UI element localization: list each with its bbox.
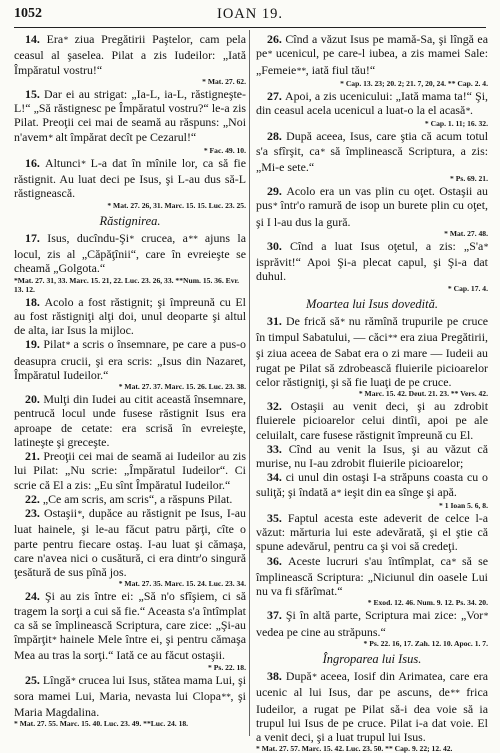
reference-marker: ** (296, 66, 306, 77)
right-column (256, 32, 489, 753)
verse-number: 20. (25, 392, 44, 406)
verse-number: 26. (267, 32, 286, 46)
cross-reference: * 1 Ioan 5. 6, 8. (439, 500, 488, 510)
cross-reference: * Ps. 69. 21. (450, 174, 488, 183)
verse: 28. După aceea, Isus, care ştia că acum totul s'a sfîrşit, ca* să împlinească Scriptura, a zis: „Mi-e sete.“ (256, 129, 489, 174)
reference-marker: * (451, 557, 456, 568)
verse: 35. Faptul acesta este adeverit de celce l-a văzut: mărturia lui este adevărată, şi el ştie că spune adevărul, pentru ca şi voi să credeţi. (256, 510, 488, 554)
verse: 21. Preoţii cei mai de seamă ai Iudeilor au zis lui Pilat: „Nu scrie: „Împăratul Iudeilor“. Ci scrie că El a zis: „Eu sînt Împăratul Iudeilor.“ (14, 449, 246, 492)
reference-marker: * (311, 673, 317, 683)
verse: 27. Apoi, a zis ucenicului: „Iată mama ta!“ Şi, din ceasul acela ucenicul a luat-o la el acasă*. (256, 88, 488, 117)
page-number: 1052 (14, 6, 42, 21)
verse: 18. Acolo a fost răstignit; şi împreună cu El au fost răstigniţi alţi doi, unul deoparte şi altul de alta, iar Isus la mijloc. (14, 294, 246, 337)
cross-reference: * Mat. 27. 35. Marc. 15. 24. Luc. 23. 34. (118, 579, 246, 589)
verse-number: 36. (267, 553, 289, 568)
reference-marker: * (80, 159, 86, 170)
reference-marker: * (272, 202, 278, 213)
verse-number: 17. (25, 230, 48, 245)
cross-reference: * Exod. 12. 46. Num. 9. 12. Ps. 34. 20. (367, 598, 488, 608)
reference-marker: * (47, 133, 53, 144)
reference-marker: * (77, 510, 82, 520)
verse-number: 29. (267, 184, 287, 198)
header-rule (14, 27, 486, 28)
verse: 34. ci unul din ostaşi I-a străpuns coasta cu o suliţă; şi îndată a* ieşit din ea sînge şi apă. (256, 470, 488, 499)
reference-marker: * (267, 50, 272, 61)
cross-reference: * Cap. 13. 23; 20. 2; 21. 7, 20, 24. ** Cap. 2. 4. (340, 78, 488, 88)
reference-marker: ** (221, 692, 231, 703)
cross-reference: * Marc. 15. 42. Deut. 21. 23. ** Vers. 42. (358, 389, 488, 398)
verse: 30. Cînd a luat Isus oţetul, a zis: „S'a* isprăvit!“ Apoi Şi-a plecat capul, şi Şi-a dat duhul. (256, 238, 488, 284)
verse: 24. Şi au zis între ei: „Să n'o sfîşiem, ci să tragem la sorţi a cui să fie.“ Aceasta s'a întîmplat ca să se împlinească Scriptura, care zice: „Şi-au împărţit* hainele Mele între ei, şi pentru cămaşa Mea au tras la sorţi.“ Iată ce au făcut ostaşii. (14, 589, 246, 663)
verse-number: 27. (267, 88, 286, 103)
verse-number: 28. (267, 129, 287, 144)
verse-number: 18. (25, 294, 45, 309)
verse: 25. Lîngă* crucea lui Isus, stătea mama Lui, şi sora mamei Lui, Maria, nevasta lui Clopa**, şi Maria Magdalina. (14, 672, 247, 719)
reference-marker: * (65, 341, 70, 352)
reference-marker: * (465, 107, 471, 117)
verse: 31. De frică să* nu rămînă trupurile pe cruce în timpul Sabatului, — căci** era ziua Pregătirii, şi ziua aceea de Sabat era o zi mare — Iudeii au rugat pe Pilat să zdrobească fluierile picioarelor celor răstigniţi, şi să fie luaţi de pe cruce. (256, 313, 489, 389)
reference-marker: * (70, 676, 76, 687)
verse-number: 21. (25, 449, 44, 463)
reference-marker: ** (187, 234, 198, 245)
verse-number: 14. (25, 32, 47, 46)
verse-number: 33. (267, 441, 289, 456)
cross-reference: * Ps. 22. 18. (208, 662, 246, 672)
verse: 22. „Ce am scris, am scris“, a răspuns Pilat. (25, 491, 233, 506)
reference-marker: * (483, 242, 488, 253)
reference-marker: * (336, 488, 341, 499)
section-heading: Îngroparea lui Isus. (322, 651, 422, 666)
verse: 36. Aceste lucruri s'au întîmplat, ca* să se împlinească Scriptura: „Niciunul din oasele Lui nu va fi sfărîmat.“ (256, 553, 488, 598)
verse: 16. Altunci* L-a dat în mînile lor, ca să fie răstignit. Au luat deci pe Isus, şi L-au dus să-L răstignească. (14, 155, 246, 201)
reference-marker: ** (449, 689, 460, 700)
verse-number: 23. (25, 506, 45, 520)
verse: 32. Ostaşii au venit deci, şi au zdrobit fluierele picioarelor celui dintîi, apoi pe ale celuilalt, care fusese răstignit împreună cu El. (256, 399, 488, 442)
verse: 33. Cînd au venit la Isus, şi au văzut că murise, nu I-au zdrobit fluierile picioarelor; (256, 441, 488, 470)
verse: 38. După* aceea, Iosif din Arimatea, care era ucenic al lui Isus, dar pe ascuns, de** frica Iudeilor, a rugat pe Pilat să-i dea voie să ia trupul lui Isus de pe cruce. Pilat i-a dat voie. El a venit deci, şi a luat trupul lui Isus. (256, 669, 488, 744)
verse-number: 25. (25, 672, 43, 687)
column-divider (249, 30, 250, 736)
cross-reference: * Mat. 27. 26, 31. Marc. 15. 15. Luc. 23. 25. (107, 200, 246, 210)
reference-marker: * (483, 612, 488, 623)
cross-reference: * Mat. 27. 48. (444, 228, 488, 238)
cross-reference: * Cap. 1. 11; 16. 32. (424, 119, 488, 129)
verse: 29. Acolo era un vas plin cu oţet. Ostaşii au pus* într'o ramură de isop un burete plin cu oţet, şi I l-au dus la gură. (256, 184, 488, 229)
page-header (14, 6, 486, 28)
verse: 37. Şi în altă parte, Scriptura mai zice: „Vor* vedea pe cine au străpuns.“ (256, 608, 488, 639)
cross-reference: * Ps. 22. 16, 17. Zah. 12. 10. Apoc. 1. 7. (363, 638, 488, 648)
verse: 26. Cînd a văzut Isus pe mamă-Sa, şi lîngă ea pe* ucenicul, pe care-l iubea, a zis mamei Sale: „Femeie**, iată fiul tău!“ (256, 32, 488, 77)
cross-reference: * Mat. 27. 37. Marc. 15. 26. Luc. 23. 38. (118, 382, 246, 391)
cross-reference: * Mat. 27. 57. Marc. 15. 42. Luc. 23. 50. ** Cap. 9. 22; 12. 42. (256, 744, 453, 753)
reference-marker: * (63, 36, 68, 46)
reference-marker: * (51, 636, 57, 646)
cross-reference: * Mat. 27. 55. Marc. 15. 40. Luc. 23. 49. **Luc. 24. 18. (14, 719, 189, 729)
cross-reference: * Mat. 27. 62. (202, 76, 246, 86)
verse-number: 37. (267, 608, 286, 623)
verse-number: 35. (267, 510, 288, 525)
verse: 17. Isus, ducîndu-Şi* crucea, a** ajuns la locul, zis al „Căpăţînii“, care în evreieşte se cheamă „Golgota.“ (14, 230, 246, 276)
verse-number: 22. (25, 491, 43, 506)
verse: 20. Mulţi din Iudei au citit această însemnare, pentrucă locul unde fusese răstignit Isus era aproape de cetate: era scrisă în evreieşte, latineşte şi greceşte. (14, 392, 246, 449)
cross-reference: * Fac. 49. 10. (203, 145, 246, 155)
verse-number: 15. (25, 86, 45, 101)
verse: 14. Era* ziua Pregătirii Paştelor, cam pela ceasul al şaselea. Pilat a zis Iudeilor: „Iată Împăratul vostru!“ (14, 32, 247, 77)
verse-number: 34. (267, 470, 286, 485)
reference-marker: ** (387, 334, 398, 344)
verse-number: 24. (25, 589, 45, 604)
reference-marker: * (339, 317, 345, 328)
verse-number: 30. (267, 238, 290, 253)
verse: 15. Dar ei au strigat: „Ia-L, ia-L, răstigneşte-L!“ „Să răstignesc pe Împăratul vostru?“ le-a zis Pilat. Preoţii cei mai de seamă au răspuns: „Noi n'avem* alt împărat decît pe Cezarul!“ (14, 86, 246, 144)
verse-number: 32. (267, 399, 291, 413)
verse-number: 31. (267, 313, 286, 328)
section-heading: Răstignirea. (99, 213, 161, 228)
section-heading: Moartea lui Isus dovedită. (306, 296, 438, 311)
reference-marker: * (319, 147, 325, 158)
running-title: IOAN 19. (217, 6, 283, 22)
cross-reference: *Mat. 27. 31, 33. Marc. 15. 21, 22. Luc. 23. 26, 33. **Num. 15. 36. Evr. 13. 12. (14, 275, 240, 294)
verse-number: 16. (25, 155, 46, 170)
verse-number: 19. (25, 337, 44, 352)
verse: 19. Pilat* a scris o însemnare, pe care a pus-o deasupra crucii, şi era scris: „Isus din Nazaret, Împăratul Iudeilor.“ (14, 337, 246, 382)
reference-marker: * (129, 234, 134, 245)
verse: 23. Ostaşii*, dupăce au răstignit pe Isus, I-au luat hainele, şi le-au făcut patru părţi, cîte o parte pentru fiecare ostaş. I-au luat şi cămaşa, care n'avea nici o cusătură, ci era dintr'o singură ţesătură de sus pînă jos. (14, 506, 246, 579)
cross-reference: * Cap. 17. 4. (447, 283, 488, 293)
left-column (14, 32, 246, 736)
verse-number: 38. (267, 669, 286, 683)
